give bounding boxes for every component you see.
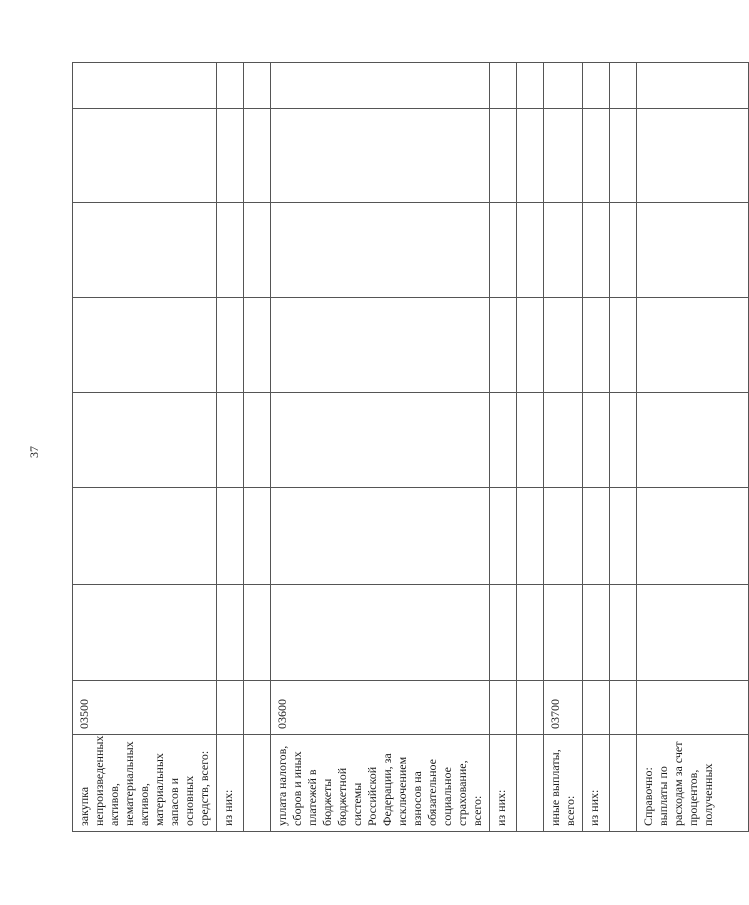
value-cell <box>583 298 610 393</box>
value-cell <box>610 109 637 203</box>
value-cell <box>490 203 517 298</box>
value-cell <box>517 109 544 203</box>
value-cell <box>637 63 749 109</box>
value-cell <box>217 203 244 298</box>
value-cell <box>490 109 517 203</box>
value-cell <box>73 393 217 488</box>
table-row <box>544 63 583 832</box>
value-cell <box>610 393 637 488</box>
value-cell <box>244 393 271 488</box>
value-cell <box>517 298 544 393</box>
table-row <box>490 63 517 832</box>
table-row <box>217 63 244 832</box>
table-row <box>244 63 271 832</box>
value-cell <box>544 63 583 109</box>
row-label: из них: <box>490 735 517 832</box>
value-cell <box>244 585 271 681</box>
row-label: Справочно: выплаты по расходам за счет процентов, полученных <box>637 735 749 832</box>
value-cell <box>583 585 610 681</box>
value-cell <box>244 63 271 109</box>
value-cell <box>217 109 244 203</box>
value-cell <box>610 298 637 393</box>
value-cell <box>73 298 217 393</box>
table-row <box>583 63 610 832</box>
value-cell <box>610 585 637 681</box>
value-cell <box>271 488 490 585</box>
value-cell <box>610 63 637 109</box>
row-code <box>637 681 749 735</box>
value-cell <box>271 203 490 298</box>
row-code: 03500 <box>73 681 217 735</box>
value-cell <box>544 488 583 585</box>
value-cell <box>490 393 517 488</box>
table-row <box>637 63 749 832</box>
row-label: закупка непроизведенных активов, нематериальных активов, материальных запасов и основных средств, всего: <box>73 735 217 832</box>
value-cell <box>517 63 544 109</box>
value-cell <box>244 488 271 585</box>
value-cell <box>244 109 271 203</box>
row-code <box>244 681 271 735</box>
value-cell <box>517 203 544 298</box>
row-code <box>490 681 517 735</box>
value-cell <box>637 298 749 393</box>
value-cell <box>244 203 271 298</box>
row-code <box>217 681 244 735</box>
row-code <box>517 681 544 735</box>
value-cell <box>610 488 637 585</box>
value-cell <box>490 298 517 393</box>
row-code: 03600 <box>271 681 490 735</box>
value-cell <box>610 203 637 298</box>
row-label: из них: <box>583 735 610 832</box>
table-row <box>271 63 490 832</box>
value-cell <box>217 298 244 393</box>
row-label: уплата налогов, сборов и иных платежей в бюджеты бюджетной системы Российской Федерации, за исключением взносов на обязательное социальное страхование, всего: <box>271 735 490 832</box>
table-row <box>73 63 217 832</box>
row-label <box>244 735 271 832</box>
value-cell <box>490 585 517 681</box>
expenses-table <box>72 62 749 832</box>
row-label <box>610 735 637 832</box>
value-cell <box>73 109 217 203</box>
row-code <box>610 681 637 735</box>
value-cell <box>271 298 490 393</box>
value-cell <box>217 488 244 585</box>
value-cell <box>637 109 749 203</box>
value-cell <box>637 203 749 298</box>
value-cell <box>271 109 490 203</box>
row-label: иные выплаты, всего: <box>544 735 583 832</box>
value-cell <box>583 203 610 298</box>
table-row <box>610 63 637 832</box>
value-cell <box>217 585 244 681</box>
value-cell <box>271 393 490 488</box>
value-cell <box>271 585 490 681</box>
value-cell <box>73 488 217 585</box>
value-cell <box>637 488 749 585</box>
value-cell <box>583 488 610 585</box>
row-code: 03700 <box>544 681 583 735</box>
rotated-table-wrapper <box>72 63 715 832</box>
value-cell <box>490 63 517 109</box>
value-cell <box>544 298 583 393</box>
value-cell <box>583 109 610 203</box>
value-cell <box>544 393 583 488</box>
value-cell <box>517 393 544 488</box>
value-cell <box>217 393 244 488</box>
value-cell <box>544 203 583 298</box>
value-cell <box>583 393 610 488</box>
value-cell <box>73 203 217 298</box>
table-row <box>517 63 544 832</box>
value-cell <box>217 63 244 109</box>
value-cell <box>517 585 544 681</box>
value-cell <box>73 585 217 681</box>
value-cell <box>637 393 749 488</box>
value-cell <box>244 298 271 393</box>
value-cell <box>544 109 583 203</box>
value-cell <box>583 63 610 109</box>
value-cell <box>637 585 749 681</box>
value-cell <box>544 585 583 681</box>
page-number: 37 <box>27 446 41 458</box>
value-cell <box>271 63 490 109</box>
row-label: из них: <box>217 735 244 832</box>
row-code <box>583 681 610 735</box>
value-cell <box>517 488 544 585</box>
value-cell <box>490 488 517 585</box>
row-label <box>517 735 544 832</box>
value-cell <box>73 63 217 109</box>
